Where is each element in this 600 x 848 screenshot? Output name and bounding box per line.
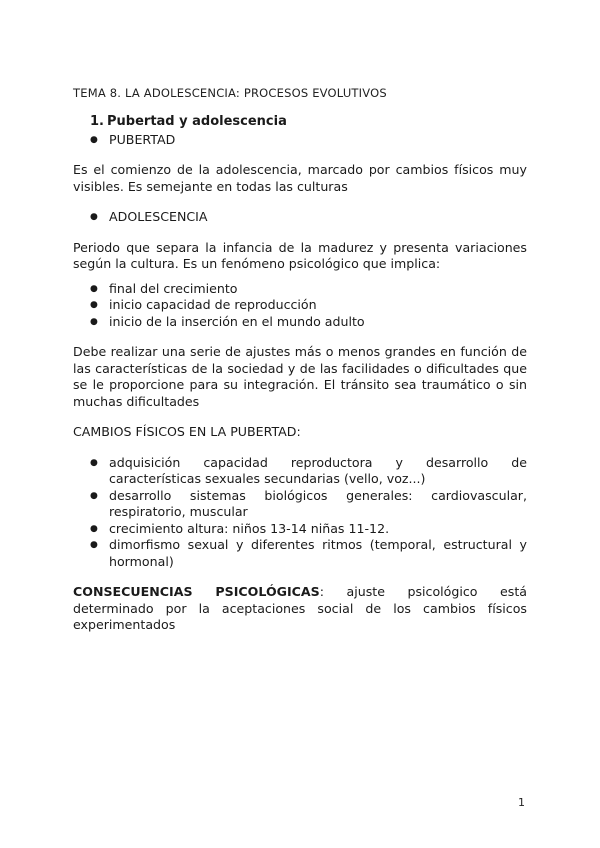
bullet-text: ADOLESCENCIA [109,209,208,224]
section-heading [90,114,527,131]
bullet-icon: ● [90,316,98,327]
document-body [73,114,527,634]
list-item [73,209,527,226]
document-title: TEMA 8. LA ADOLESCENCIA: PROCESOS EVOLUTIVOS [73,86,387,100]
bullet-icon: ● [90,134,98,145]
list-item [73,314,527,331]
list-item [73,488,527,521]
section-number: 1. [90,114,104,129]
consecuencias-label: CONSECUENCIAS PSICOLÓGICAS [73,584,320,599]
list-item [73,537,527,570]
bullet-list-adolescencia [73,209,527,226]
cambios-heading: CAMBIOS FÍSICOS EN LA PUBERTAD: [73,424,301,439]
paragraph-pubertad: Es el comienzo de la adolescencia, marcado por cambios físicos muy visibles. Es semejante en todas las culturas [73,162,527,194]
list-item [73,132,527,149]
list-item [73,455,527,488]
bullet-text: dimorfismo sexual y diferentes ritmos (temporal, estructural y hormonal) [109,537,527,569]
list-item [73,297,527,314]
bullet-icon: ● [90,540,98,550]
consecuencias-text: : ajuste psicológico está determinado por la aceptaciones social de los cambios físicos experimentados [73,584,527,632]
bullet-list-implica [73,281,527,331]
bullet-icon: ● [90,300,98,310]
section-title: Pubertad y adolescencia [107,114,287,129]
bullet-list-cambios [73,455,527,571]
bullet-icon: ● [90,283,98,294]
page-number: 1 [518,796,525,809]
list-item [73,521,527,538]
bullet-icon: ● [90,490,98,501]
bullet-text: inicio capacidad de reproducción [109,297,317,312]
bullet-icon: ● [90,523,98,534]
bullet-text: inicio de la inserción en el mundo adulto [109,313,365,329]
bullet-text: desarrollo sistemas biológicos generales: cardiovascular, respiratorio, muscular [109,487,527,519]
bullet-text: crecimiento altura: niños 13-14 niñas 11-12. [109,520,390,536]
bullet-icon: ● [90,212,98,222]
paragraph-consecuencias [73,584,527,634]
bullet-text: final del crecimiento [109,280,238,296]
paragraph-ajustes: Debe realizar una serie de ajustes más o menos grandes en función de las características de la sociedad y de las facilidades o dificultades que se le proporcione para su integración. El tránsito sea traumático o sin muchas dificultades [73,344,527,409]
bullet-text: PUBERTAD [109,131,176,147]
paragraph-adolescencia: Periodo que separa la infancia de la madurez y presenta variaciones según la cultura. Es un fenómeno psicológico que implica: [73,239,527,271]
bullet-icon: ● [90,457,98,468]
list-item [73,281,527,298]
bullet-list-pubertad [73,132,527,149]
bullet-text: adquisición capacidad reproductora y desarrollo de características sexuales secundarias (vello, voz...) [109,454,527,486]
